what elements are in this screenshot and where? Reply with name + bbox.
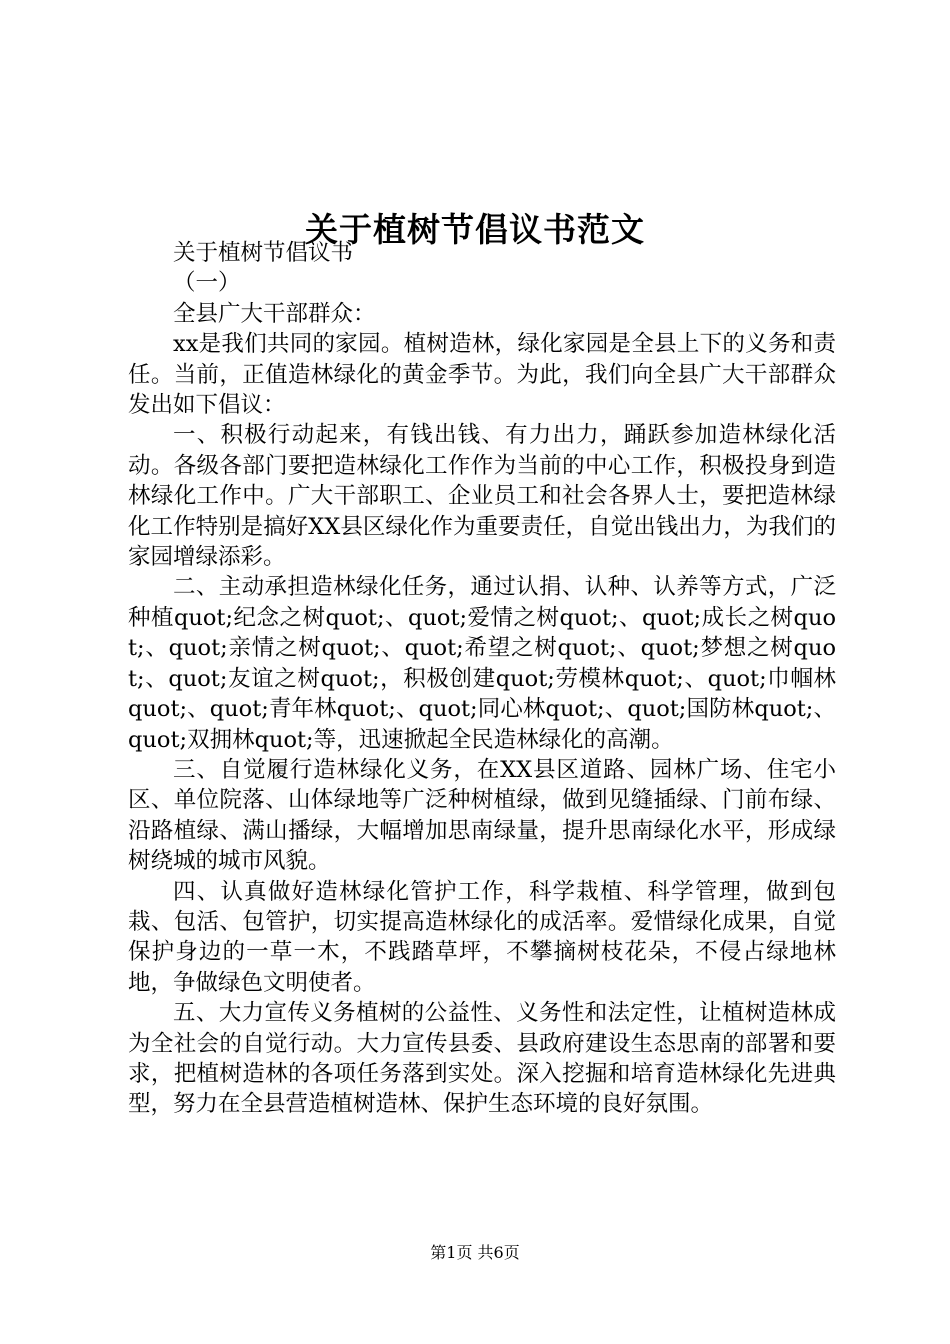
item-4-paragraph: 四、认真做好造林绿化管护工作，科学栽植、科学管理，做到包栽、包活、包管护，切实提高造林绿化的成活率。爱惜绿化成果，自觉保护身边的一草一木，不践踏草坪，不攀摘树枝花朵，不侵占绿地林地，争做绿色文明使者。 bbox=[128, 878, 836, 996]
intro-paragraph: xx是我们共同的家园。植树造林，绿化家园是全县上下的义务和责任。当前，正值造林绿化的黄金季节。为此，我们向全县广大干部群众发出如下倡议： bbox=[128, 331, 836, 419]
document-body bbox=[128, 238, 836, 1120]
item-5-paragraph: 五、大力宣传义务植树的公益性、义务性和法定性，让植树造林成为全社会的自觉行动。大力宣传县委、县政府建设生态思南的部署和要求，把植树造林的各项任务落到实处。深入挖掘和培育造林绿化先进典型，努力在全县营造植树造林、保护生态环境的良好氛围。 bbox=[128, 1000, 836, 1118]
document-title: 关于植树节倡议书范文 bbox=[305, 210, 645, 250]
item-3-paragraph: 三、自觉履行造林绿化义务，在XX县区道路、园林广场、住宅小区、单位院落、山体绿地等广泛种树植绿，做到见缝插绿、门前布绿、沿路植绿、满山播绿，大幅增加思南绿量，提升思南绿化水平，形成绿树绕城的城市风貌。 bbox=[128, 756, 836, 875]
subtitle-line: 关于植树节倡议书 bbox=[173, 240, 354, 266]
item-2-paragraph: 二、主动承担造林绿化任务，通过认捐、认种、认养等方式，广泛种植quot;纪念之树quot;、quot;爱情之树quot;、quot;成长之树quot;、quot;亲情之树quot;、quot;希望之树quot;、quot;梦想之树quot;、quot;友谊之树quot;，积极创建quot;劳模林quot;、quot;巾帼林quot;、quot;青年林quot;、quot;同心林quot;、quot;国防林quot;、quot;双拥林quot;等，迅速掀起全民造林绿化的高潮。 bbox=[128, 574, 836, 753]
salutation: 全县广大干部群众： bbox=[173, 300, 376, 327]
page-footer: 第1页 共6页 bbox=[430, 1243, 520, 1262]
item-1-paragraph: 一、积极行动起来，有钱出钱、有力出力，踊跃参加造林绿化活动。各级各部门要把造林绿化工作作为当前的中心工作，积极投身到造林绿化工作中。广大干部职工、企业员工和社会各界人士，要把造林绿化工作特别是搞好XX县区绿化作为重要责任，自觉出钱出力，为我们的家园增绿添彩。 bbox=[128, 422, 836, 571]
section-number: （一） bbox=[173, 270, 241, 297]
